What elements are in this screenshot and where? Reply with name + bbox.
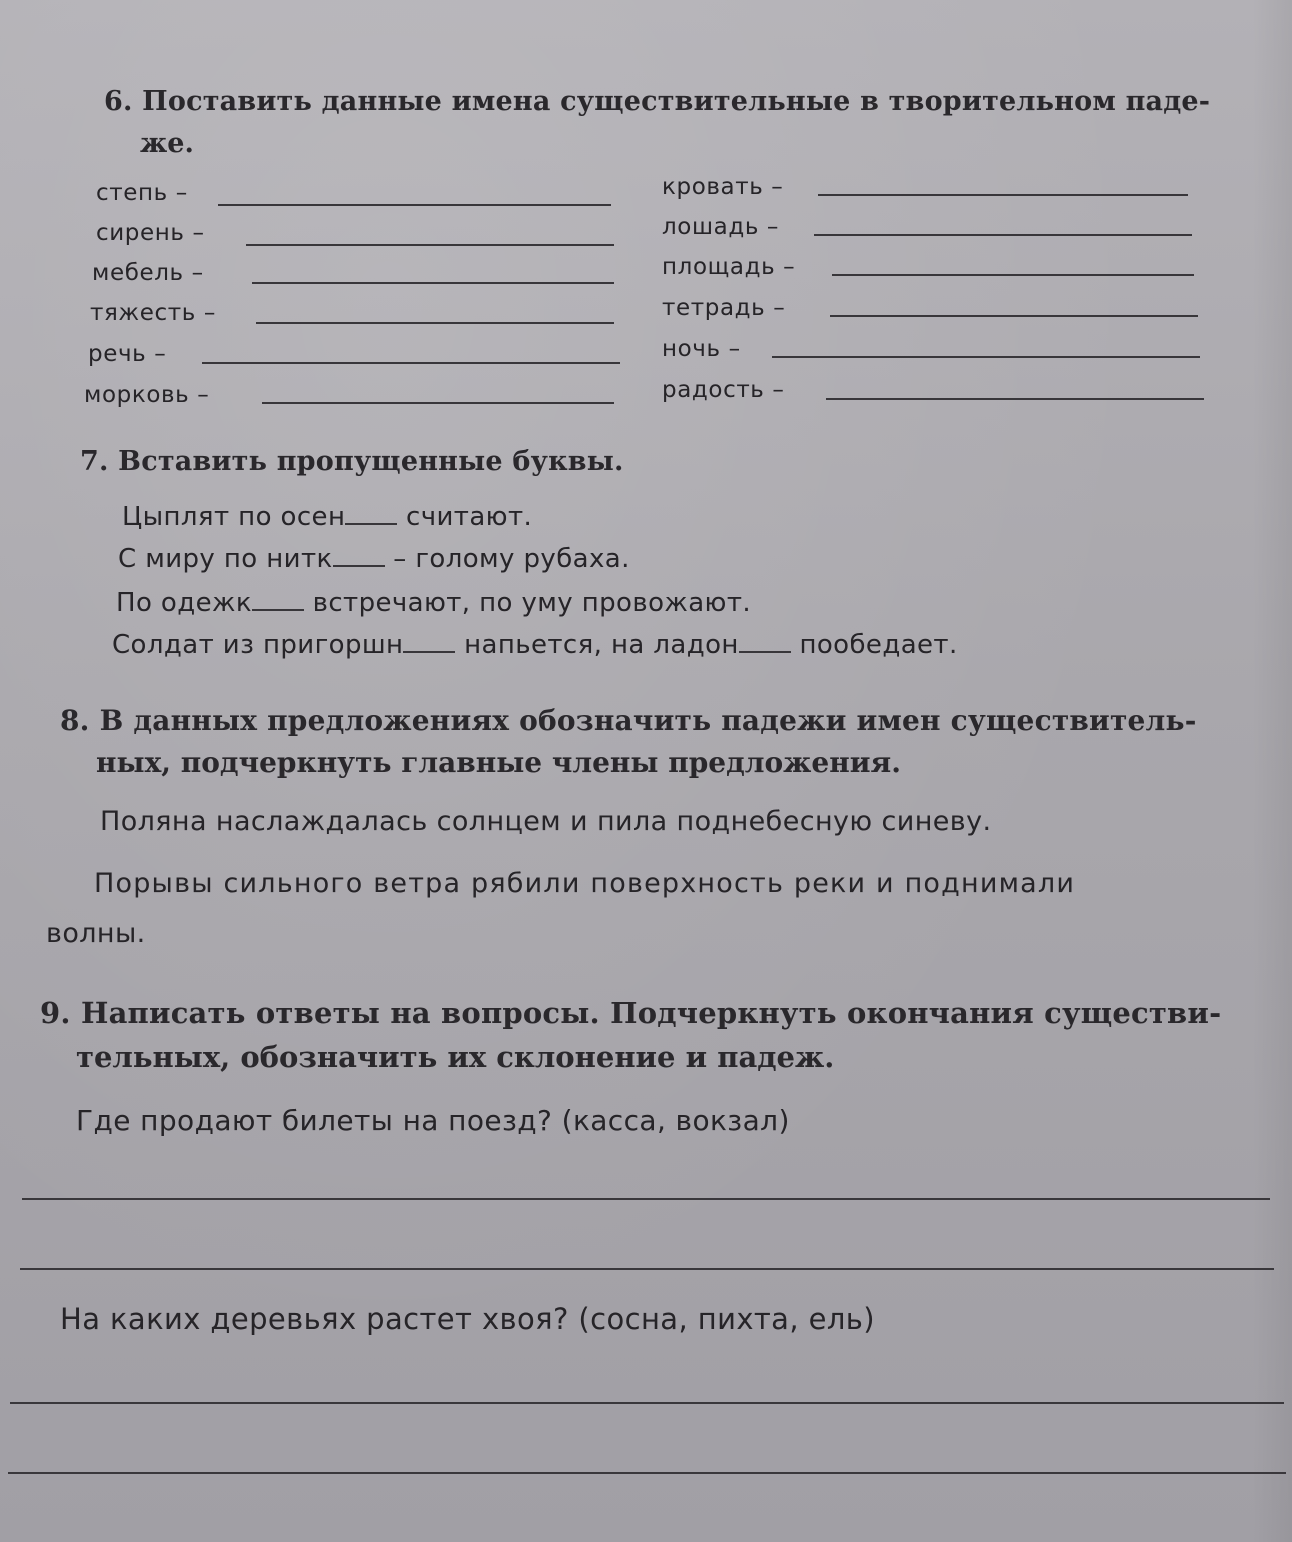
page-edge-shadow — [1252, 0, 1292, 1542]
task8-sentence-1: Поляна наслаждалась солнцем и пила поднебесную синеву. — [100, 806, 992, 837]
task6-right-answer-line-6[interactable] — [826, 398, 1204, 400]
task7-sentence-1-part-b: считают. — [397, 502, 533, 532]
task7-sentence-4 — [112, 630, 958, 660]
task6-right-answer-line-3[interactable] — [832, 274, 1194, 276]
task9-answer-line-4[interactable] — [8, 1472, 1286, 1474]
task6-left-word-5: речь – — [88, 341, 167, 367]
task6-heading-line1: 6. Поставить данные имена существительные в творительном паде- — [104, 86, 1211, 117]
task6-left-word-6: морковь – — [84, 382, 210, 408]
task7-sentence-4-part-c: пообедает. — [790, 630, 958, 660]
task6-left-answer-line-5[interactable] — [202, 362, 620, 364]
task6-right-word-3: площадь – — [662, 254, 796, 280]
task6-right-answer-line-2[interactable] — [814, 234, 1192, 236]
task9-question-2: На каких деревьях растет хвоя? (сосна, пихта, ель) — [60, 1302, 875, 1336]
task7-sentence-4-part-b: напьется, на ладон — [455, 630, 739, 660]
task6-left-word-2: сирень – — [96, 220, 205, 246]
task7-gap-5[interactable] — [739, 631, 791, 653]
task6-left-answer-line-1[interactable] — [218, 204, 611, 206]
task7-sentence-3 — [116, 588, 751, 618]
task7-gap-3[interactable] — [252, 589, 304, 611]
task7-sentence-1-part-a: Цыплят по осен — [122, 502, 346, 532]
task6-right-answer-line-5[interactable] — [772, 356, 1200, 358]
task9-question-1: Где продают билеты на поезд? (касса, вокзал) — [76, 1104, 790, 1137]
task7-gap-1[interactable] — [345, 503, 397, 525]
task6-right-word-2: лошадь – — [662, 214, 779, 240]
task6-left-answer-line-2[interactable] — [246, 244, 614, 246]
task7-sentence-2 — [118, 544, 630, 574]
task7-gap-4[interactable] — [403, 631, 455, 653]
task6-right-word-6: радость – — [662, 377, 785, 403]
task6-left-answer-line-3[interactable] — [252, 282, 614, 284]
task7-sentence-2-part-b: – голому рубаха. — [384, 544, 630, 574]
task6-right-answer-line-4[interactable] — [830, 315, 1198, 317]
task6-left-word-1: степь – — [96, 180, 188, 206]
task6-right-answer-line-1[interactable] — [818, 194, 1188, 196]
task7-sentence-2-part-a: С миру по нитк — [118, 544, 333, 574]
task6-left-answer-line-4[interactable] — [256, 322, 614, 324]
task6-right-word-4: тетрадь – — [662, 295, 786, 321]
task8-sentence-2-line1: Порывы сильного ветра рябили поверхность реки и поднимали — [94, 868, 1076, 899]
task8-heading-line1: 8. В данных предложениях обозначить падежи имен существитель- — [60, 704, 1197, 737]
task9-answer-line-3[interactable] — [10, 1402, 1284, 1404]
task6-right-word-1: кровать – — [662, 174, 784, 200]
task7-heading: 7. Вставить пропущенные буквы. — [80, 446, 624, 477]
task6-left-answer-line-6[interactable] — [262, 402, 614, 404]
task9-heading-line2: тельных, обозначить их склонение и падеж. — [76, 1040, 835, 1074]
task9-answer-line-1[interactable] — [22, 1198, 1270, 1200]
task6-right-word-5: ночь – — [662, 336, 741, 362]
task7-sentence-3-part-b: встречают, по уму провожают. — [303, 588, 752, 618]
task7-sentence-4-part-a: Солдат из пригоршн — [112, 630, 404, 660]
task9-heading-line1: 9. Написать ответы на вопросы. Подчеркнуть окончания существи- — [40, 996, 1222, 1030]
task8-sentence-2-line2: волны. — [46, 918, 146, 949]
task6-heading-line2: же. — [140, 128, 194, 159]
task6-left-word-3: мебель – — [92, 260, 204, 286]
task9-answer-line-2[interactable] — [20, 1268, 1274, 1270]
task7-sentence-3-part-a: По одежк — [116, 588, 252, 618]
task8-heading-line2: ных, подчеркнуть главные члены предложения. — [96, 746, 901, 779]
task7-gap-2[interactable] — [333, 545, 385, 567]
task6-left-word-4: тяжесть – — [90, 300, 216, 326]
task7-sentence-1 — [122, 502, 532, 532]
